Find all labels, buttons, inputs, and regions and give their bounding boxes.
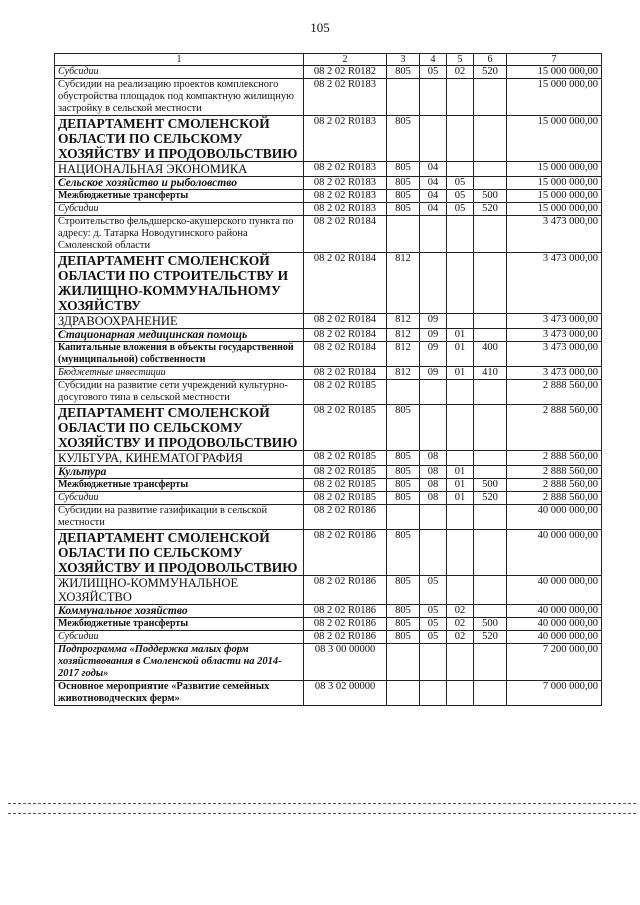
table-row [55, 203, 602, 216]
row-expense-type-cell [474, 530, 507, 576]
row-code-cell: 08 2 02 R0184 [304, 367, 387, 380]
row-name-cell: Субсидии на развитие сети учреждений культурно-досугового типа в сельской местности [55, 380, 304, 405]
row-ministry-cell [387, 79, 420, 116]
row-ministry-cell [387, 216, 420, 253]
row-expense-type-cell [474, 177, 507, 190]
row-ministry-cell: 805 [387, 66, 420, 79]
row-ministry-cell: 805 [387, 177, 420, 190]
row-amount-cell: 3 473 000,00 [507, 367, 602, 380]
row-section-cell: 04 [420, 162, 447, 177]
row-section-cell: 08 [420, 492, 447, 505]
row-expense-type-cell [474, 314, 507, 329]
table-row [55, 329, 602, 342]
row-expense-type-cell: 520 [474, 66, 507, 79]
row-ministry-cell [387, 380, 420, 405]
row-subsection-cell: 02 [447, 631, 474, 644]
row-name-cell: ЗДРАВООХРАНЕНИЕ [55, 314, 304, 329]
row-expense-type-cell [474, 644, 507, 681]
page-number: 105 [310, 20, 330, 35]
row-name-cell: НАЦИОНАЛЬНАЯ ЭКОНОМИКА [55, 162, 304, 177]
row-amount-cell: 40 000 000,00 [507, 605, 602, 618]
row-code-cell: 08 3 00 00000 [304, 644, 387, 681]
row-code-cell: 08 2 02 R0184 [304, 314, 387, 329]
row-expense-type-cell: 410 [474, 367, 507, 380]
row-subsection-cell: 01 [447, 329, 474, 342]
row-name-cell: Субсидии на развитие газификации в сельской местности [55, 505, 304, 530]
row-expense-type-cell [474, 466, 507, 479]
table-row [55, 492, 602, 505]
row-ministry-cell: 805 [387, 576, 420, 605]
row-code-cell: 08 2 02 R0183 [304, 116, 387, 162]
row-amount-cell: 40 000 000,00 [507, 505, 602, 530]
table-row [55, 479, 602, 492]
row-code-cell: 08 2 02 R0185 [304, 492, 387, 505]
row-name-cell: Межбюджетные трансферты [55, 479, 304, 492]
row-name-cell: Межбюджетные трансферты [55, 190, 304, 203]
row-section-cell: 04 [420, 177, 447, 190]
table-row [55, 451, 602, 466]
table-header-row [55, 54, 602, 66]
row-ministry-cell: 805 [387, 492, 420, 505]
row-ministry-cell: 812 [387, 342, 420, 367]
header-cell: 6 [474, 54, 507, 66]
row-ministry-cell [387, 505, 420, 530]
row-name-cell: Капитальные вложения в объекты государственной (муниципальной) собственности [55, 342, 304, 367]
row-amount-cell: 40 000 000,00 [507, 618, 602, 631]
row-ministry-cell: 805 [387, 631, 420, 644]
row-expense-type-cell [474, 405, 507, 451]
row-name-cell: Коммунальное хозяйство [55, 605, 304, 618]
row-name-cell: Культура [55, 466, 304, 479]
row-amount-cell: 15 000 000,00 [507, 162, 602, 177]
row-code-cell: 08 2 02 R0184 [304, 329, 387, 342]
row-name-cell: Бюджетные инвестиции [55, 367, 304, 380]
row-expense-type-cell: 500 [474, 479, 507, 492]
row-amount-cell: 3 473 000,00 [507, 342, 602, 367]
row-expense-type-cell [474, 605, 507, 618]
row-amount-cell: 15 000 000,00 [507, 79, 602, 116]
row-section-cell [420, 253, 447, 314]
scan-dash-line [8, 813, 636, 814]
row-amount-cell: 40 000 000,00 [507, 530, 602, 576]
row-code-cell: 08 2 02 R0183 [304, 177, 387, 190]
row-expense-type-cell: 520 [474, 631, 507, 644]
budget-table [54, 53, 602, 706]
header-cell: 4 [420, 54, 447, 66]
row-amount-cell: 2 888 560,00 [507, 405, 602, 451]
row-section-cell: 04 [420, 203, 447, 216]
table-row [55, 253, 602, 314]
row-name-cell: Субсидии [55, 66, 304, 79]
row-amount-cell: 7 000 000,00 [507, 681, 602, 706]
row-expense-type-cell: 520 [474, 492, 507, 505]
row-ministry-cell: 805 [387, 618, 420, 631]
row-section-cell: 09 [420, 367, 447, 380]
row-subsection-cell [447, 644, 474, 681]
row-code-cell: 08 2 02 R0185 [304, 380, 387, 405]
row-section-cell: 05 [420, 576, 447, 605]
row-name-cell: ДЕПАРТАМЕНТ СМОЛЕНСКОЙ ОБЛАСТИ ПО СТРОИТЕЛЬСТВУ И ЖИЛИЩНО-КОММУНАЛЬНОМУ ХОЗЯЙСТВУ [55, 253, 304, 314]
row-code-cell: 08 2 02 R0185 [304, 466, 387, 479]
row-amount-cell: 2 888 560,00 [507, 492, 602, 505]
table-row [55, 605, 602, 618]
table-row [55, 177, 602, 190]
table-row [55, 342, 602, 367]
row-subsection-cell: 02 [447, 66, 474, 79]
row-subsection-cell [447, 530, 474, 576]
row-amount-cell: 2 888 560,00 [507, 451, 602, 466]
row-subsection-cell [447, 314, 474, 329]
row-section-cell: 08 [420, 466, 447, 479]
header-cell: 3 [387, 54, 420, 66]
row-subsection-cell [447, 116, 474, 162]
row-code-cell: 08 2 02 R0183 [304, 203, 387, 216]
table-row [55, 576, 602, 605]
row-section-cell: 09 [420, 329, 447, 342]
row-section-cell [420, 79, 447, 116]
row-amount-cell: 40 000 000,00 [507, 576, 602, 605]
row-ministry-cell: 812 [387, 253, 420, 314]
row-name-cell: ДЕПАРТАМЕНТ СМОЛЕНСКОЙ ОБЛАСТИ ПО СЕЛЬСКОМУ ХОЗЯЙСТВУ И ПРОДОВОЛЬСТВИЮ [55, 530, 304, 576]
row-code-cell: 08 2 02 R0183 [304, 162, 387, 177]
row-ministry-cell: 805 [387, 479, 420, 492]
row-amount-cell: 3 473 000,00 [507, 329, 602, 342]
table-row [55, 367, 602, 380]
row-subsection-cell: 02 [447, 618, 474, 631]
row-ministry-cell: 812 [387, 367, 420, 380]
row-name-cell: Сельское хозяйство и рыболовство [55, 177, 304, 190]
table-row [55, 66, 602, 79]
row-name-cell: ДЕПАРТАМЕНТ СМОЛЕНСКОЙ ОБЛАСТИ ПО СЕЛЬСКОМУ ХОЗЯЙСТВУ И ПРОДОВОЛЬСТВИЮ [55, 405, 304, 451]
row-name-cell: Межбюджетные трансферты [55, 618, 304, 631]
row-expense-type-cell: 520 [474, 203, 507, 216]
table-row [55, 681, 602, 706]
row-ministry-cell: 805 [387, 451, 420, 466]
row-code-cell: 08 2 02 R0186 [304, 618, 387, 631]
row-expense-type-cell: 400 [474, 342, 507, 367]
row-section-cell: 05 [420, 618, 447, 631]
scan-dash-line [8, 803, 636, 804]
row-section-cell: 08 [420, 479, 447, 492]
row-subsection-cell [447, 451, 474, 466]
row-section-cell [420, 505, 447, 530]
row-amount-cell: 3 473 000,00 [507, 314, 602, 329]
row-expense-type-cell [474, 253, 507, 314]
row-name-cell: Субсидии [55, 203, 304, 216]
row-ministry-cell: 805 [387, 605, 420, 618]
row-section-cell: 09 [420, 314, 447, 329]
row-subsection-cell: 01 [447, 479, 474, 492]
row-section-cell: 08 [420, 451, 447, 466]
row-ministry-cell: 805 [387, 203, 420, 216]
row-subsection-cell: 05 [447, 203, 474, 216]
row-ministry-cell: 805 [387, 530, 420, 576]
row-subsection-cell: 05 [447, 177, 474, 190]
row-subsection-cell [447, 505, 474, 530]
table-row [55, 314, 602, 329]
row-amount-cell: 7 200 000,00 [507, 644, 602, 681]
row-section-cell: 05 [420, 631, 447, 644]
header-cell: 1 [55, 54, 304, 66]
row-amount-cell: 15 000 000,00 [507, 177, 602, 190]
row-amount-cell: 15 000 000,00 [507, 66, 602, 79]
row-name-cell: Строительство фельдшерско-акушерского пункта по адресу: д. Татарка Новодугинского района Смоленской области [55, 216, 304, 253]
row-subsection-cell [447, 162, 474, 177]
row-section-cell [420, 405, 447, 451]
row-amount-cell: 15 000 000,00 [507, 203, 602, 216]
row-ministry-cell [387, 681, 420, 706]
row-expense-type-cell [474, 216, 507, 253]
table-row [55, 530, 602, 576]
row-expense-type-cell [474, 380, 507, 405]
row-name-cell: Основное мероприятие «Развитие семейных животноводческих ферм» [55, 681, 304, 706]
row-name-cell: ДЕПАРТАМЕНТ СМОЛЕНСКОЙ ОБЛАСТИ ПО СЕЛЬСКОМУ ХОЗЯЙСТВУ И ПРОДОВОЛЬСТВИЮ [55, 116, 304, 162]
table-row [55, 162, 602, 177]
row-name-cell: Подпрограмма «Поддержка малых форм хозяйствования в Смоленской области на 2014-2017 годы» [55, 644, 304, 681]
row-section-cell [420, 116, 447, 162]
row-name-cell: Субсидии [55, 492, 304, 505]
row-expense-type-cell [474, 329, 507, 342]
row-section-cell: 09 [420, 342, 447, 367]
table-row [55, 79, 602, 116]
row-code-cell: 08 2 02 R0184 [304, 342, 387, 367]
row-expense-type-cell [474, 116, 507, 162]
row-subsection-cell: 01 [447, 367, 474, 380]
row-code-cell: 08 2 02 R0183 [304, 190, 387, 203]
row-section-cell: 05 [420, 66, 447, 79]
row-subsection-cell: 01 [447, 466, 474, 479]
row-amount-cell: 15 000 000,00 [507, 190, 602, 203]
table-row [55, 631, 602, 644]
row-code-cell: 08 2 02 R0185 [304, 405, 387, 451]
row-subsection-cell [447, 380, 474, 405]
row-code-cell: 08 2 02 R0186 [304, 576, 387, 605]
row-amount-cell: 3 473 000,00 [507, 253, 602, 314]
row-code-cell: 08 2 02 R0184 [304, 216, 387, 253]
row-ministry-cell: 805 [387, 466, 420, 479]
row-subsection-cell: 05 [447, 190, 474, 203]
row-ministry-cell: 805 [387, 162, 420, 177]
row-expense-type-cell [474, 681, 507, 706]
row-section-cell: 05 [420, 605, 447, 618]
row-subsection-cell: 01 [447, 492, 474, 505]
row-section-cell [420, 681, 447, 706]
row-code-cell: 08 3 02 00000 [304, 681, 387, 706]
table-row [55, 505, 602, 530]
row-amount-cell: 2 888 560,00 [507, 479, 602, 492]
row-ministry-cell: 805 [387, 190, 420, 203]
row-code-cell: 08 2 02 R0186 [304, 505, 387, 530]
row-ministry-cell: 805 [387, 405, 420, 451]
row-expense-type-cell [474, 79, 507, 116]
table-row [55, 216, 602, 253]
row-subsection-cell [447, 576, 474, 605]
row-expense-type-cell [474, 576, 507, 605]
row-code-cell: 08 2 02 R0182 [304, 66, 387, 79]
row-amount-cell: 2 888 560,00 [507, 466, 602, 479]
table-row [55, 466, 602, 479]
row-expense-type-cell [474, 451, 507, 466]
header-cell: 7 [507, 54, 602, 66]
row-section-cell [420, 216, 447, 253]
row-code-cell: 08 2 02 R0186 [304, 631, 387, 644]
row-subsection-cell [447, 405, 474, 451]
row-subsection-cell [447, 216, 474, 253]
row-section-cell [420, 530, 447, 576]
table-row [55, 116, 602, 162]
row-name-cell: Стационарная медицинская помощь [55, 329, 304, 342]
row-name-cell: Субсидии на реализацию проектов комплексного обустройства площадок под компактную жилищную застройку в сельской местности [55, 79, 304, 116]
row-expense-type-cell [474, 505, 507, 530]
row-name-cell: Субсидии [55, 631, 304, 644]
row-amount-cell: 40 000 000,00 [507, 631, 602, 644]
row-subsection-cell [447, 79, 474, 116]
row-amount-cell: 15 000 000,00 [507, 116, 602, 162]
header-cell: 2 [304, 54, 387, 66]
row-ministry-cell: 805 [387, 116, 420, 162]
row-subsection-cell [447, 253, 474, 314]
row-expense-type-cell [474, 162, 507, 177]
row-code-cell: 08 2 02 R0185 [304, 479, 387, 492]
row-subsection-cell [447, 681, 474, 706]
row-ministry-cell [387, 644, 420, 681]
row-ministry-cell: 812 [387, 314, 420, 329]
row-subsection-cell: 02 [447, 605, 474, 618]
row-code-cell: 08 2 02 R0185 [304, 451, 387, 466]
row-code-cell: 08 2 02 R0186 [304, 530, 387, 576]
row-amount-cell: 2 888 560,00 [507, 380, 602, 405]
row-name-cell: ЖИЛИЩНО-КОММУНАЛЬНОЕ ХОЗЯЙСТВО [55, 576, 304, 605]
row-section-cell [420, 644, 447, 681]
row-ministry-cell: 812 [387, 329, 420, 342]
row-amount-cell: 3 473 000,00 [507, 216, 602, 253]
row-expense-type-cell: 500 [474, 190, 507, 203]
table-row [55, 380, 602, 405]
row-code-cell: 08 2 02 R0183 [304, 79, 387, 116]
row-name-cell: КУЛЬТУРА, КИНЕМАТОГРАФИЯ [55, 451, 304, 466]
row-section-cell [420, 380, 447, 405]
table-row [55, 190, 602, 203]
row-code-cell: 08 2 02 R0184 [304, 253, 387, 314]
header-cell: 5 [447, 54, 474, 66]
row-subsection-cell: 01 [447, 342, 474, 367]
table-row [55, 405, 602, 451]
row-expense-type-cell: 500 [474, 618, 507, 631]
row-code-cell: 08 2 02 R0186 [304, 605, 387, 618]
table-row [55, 644, 602, 681]
table-row [55, 618, 602, 631]
row-section-cell: 04 [420, 190, 447, 203]
